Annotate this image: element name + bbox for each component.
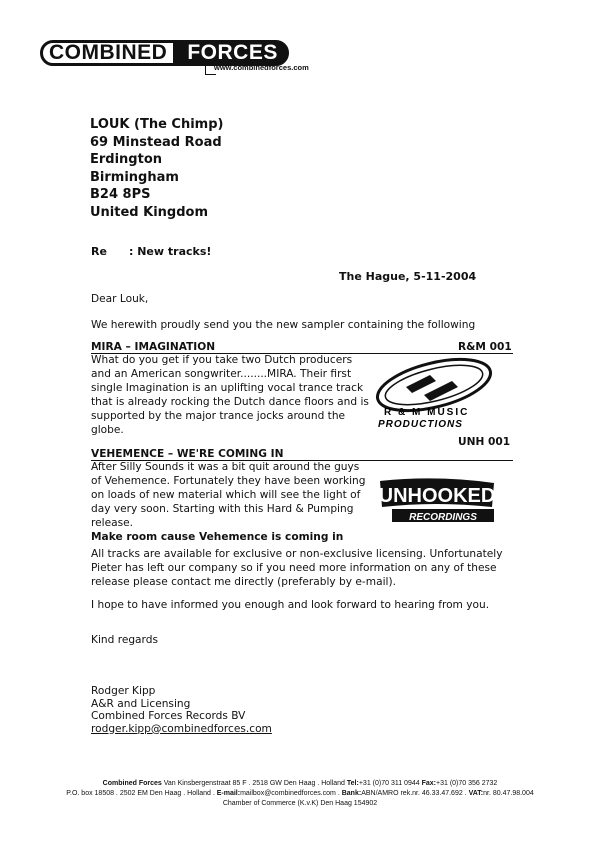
address-line: B24 8PS <box>90 187 151 202</box>
body-line: supported by the major trance jocks around the <box>91 410 346 422</box>
signature-block <box>91 685 272 735</box>
address-line: Erdington <box>90 152 163 167</box>
footer-po-box: P.O. box 18508 . 2502 EM Den Haag . Holland . <box>66 790 215 797</box>
body-line: globe. <box>91 424 124 436</box>
body-line: What do you get if you take two Dutch producers <box>91 354 353 366</box>
footer-bank-label: Bank: <box>341 790 362 797</box>
recipient-address <box>90 116 223 221</box>
subject-line <box>91 245 211 258</box>
footer-fax: +31 (0)70 356 2732 <box>436 780 498 787</box>
footer-line-1 <box>0 780 600 787</box>
body-line: single Imagination is an uplifting vocal trance track <box>91 382 364 394</box>
body-line: Pieter has left our company so if you need more information on any of these <box>91 562 497 574</box>
footer-address: Van Kinsbergenstraat 85 F . 2518 GW Den Haag . Holland <box>163 780 345 787</box>
body-line: release. <box>91 517 133 529</box>
catalog-code-unh001: UNH 001 <box>458 436 511 448</box>
address-line: United Kingdom <box>90 204 209 220</box>
uh-logo-text2: RECORDINGS <box>409 512 477 523</box>
body-line: day very soon. Starting with this Hard & Pumping <box>91 503 354 515</box>
signer-name: Rodger Kipp <box>91 685 156 697</box>
signer-title: A&R and Licensing <box>91 697 191 710</box>
closing-tagline: Make room cause Vehemence is coming in <box>91 531 344 543</box>
footer-email: mailbox@combinedforces.com . <box>240 790 340 797</box>
website-text: www.combinedforces.com <box>214 63 309 72</box>
footer-tel-label: Tel: <box>346 780 359 787</box>
uh-logo-text1: UNHOOKED <box>378 485 496 507</box>
body-line: of Vehemence. Fortunately they have been working <box>91 475 366 487</box>
footer-company: Combined Forces <box>102 780 162 787</box>
unhooked-recordings-logo <box>376 477 498 525</box>
address-line: LOUK (The Chimp) <box>90 117 224 132</box>
subject-label: Re <box>91 245 107 258</box>
footer-bank: ABN/AMRO rek.nr. 46.33.47.692 . <box>361 790 467 797</box>
logo-word-forces: FORCES <box>176 40 289 66</box>
section-title-mira: MIRA – IMAGINATION <box>91 341 216 353</box>
rm-logo-text2: PRODUCTIONS <box>378 419 463 429</box>
signer-company: Combined Forces Records BV <box>91 710 246 722</box>
logo-word-combined: COMBINED <box>40 40 176 66</box>
letter-date: The Hague, 5-11-2004 <box>339 270 477 283</box>
address-line: Birmingham <box>90 169 179 185</box>
footer-vat: nr. 80.47.98.004 <box>483 790 534 797</box>
closing-paragraph: I hope to have informed you enough and look forward to hearing from you. <box>91 599 490 611</box>
footer-tel: +31 (0)70 311 0944 <box>358 780 420 787</box>
intro-text: We herewith proudly send you the new sampler containing the following <box>91 319 476 331</box>
footer-line-2 <box>0 790 600 797</box>
closing-greeting: Kind regards <box>91 634 158 646</box>
rm-music-productions-logo <box>372 357 512 429</box>
body-line: on loads of new material which will see the light of <box>91 489 361 501</box>
body-line: After Silly Sounds it was a bit quit around the guys <box>91 461 360 473</box>
salutation: Dear Louk, <box>91 293 149 305</box>
body-line: All tracks are available for exclusive or non-exclusive licensing. Unfortunately <box>91 548 503 560</box>
body-line: and an American songwriter........MIRA. Their first <box>91 368 352 380</box>
rm-logo-text1: R & M MUSIC <box>384 407 470 418</box>
subject-text: : New tracks! <box>129 245 212 258</box>
footer-fax-label: Fax: <box>421 780 436 787</box>
licensing-paragraph <box>91 547 503 589</box>
section-body-mira <box>91 353 369 437</box>
footer-chamber-of-commerce: Chamber of Commerce (K.v.K) Den Haag 154902 <box>222 800 378 807</box>
body-line: release please contact me directly (preferably by e-mail). <box>91 576 396 588</box>
section-body-vehemence <box>91 460 366 544</box>
section-title-vehemence: VEHEMENCE – WE'RE COMING IN <box>91 448 284 460</box>
signer-email-link[interactable]: rodger.kipp@combinedforces.com <box>91 722 272 735</box>
catalog-code-rm001: R&M 001 <box>458 341 512 353</box>
footer-email-label: E-mail: <box>216 790 241 797</box>
footer-vat-label: VAT: <box>468 790 484 797</box>
body-line: that is already rocking the Dutch dance floors and is <box>91 396 369 408</box>
address-line: 69 Minstead Road <box>90 134 222 150</box>
